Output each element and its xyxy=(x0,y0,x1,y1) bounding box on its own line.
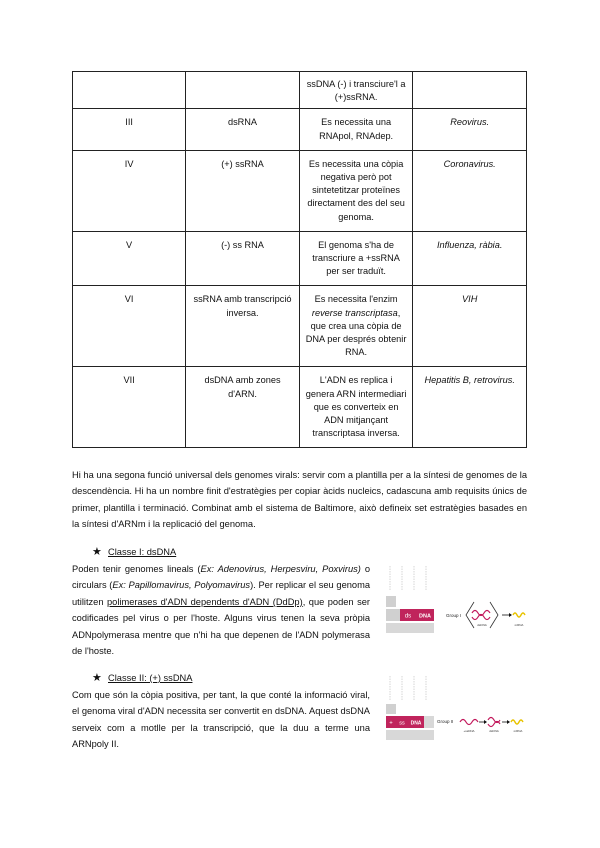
fig2-seg2: ss xyxy=(399,720,405,727)
cell-examples: Influenza, ràbia. xyxy=(413,231,527,286)
cell-examples: Coronavirus. xyxy=(413,150,527,231)
star-icon: ★ xyxy=(92,672,102,684)
cell-genome: dsDNA amb zones d'ARN. xyxy=(186,367,300,448)
intro-paragraph: Hi ha una segona funció universal dels genomes virals: servir com a plantilla per a la síntesi de genomes de la descendència. Hi ha un nombre finit d'estratègies per copiar àcids nucleics, cadascuna amb requisits únics de primer, plantilla i terminació. Combinat amb el sistema de Baltimore, això defineix set estratègies basades en la síntesi d'ARNm i la replicació del genoma. xyxy=(72,470,527,530)
group-i-diagram xyxy=(378,560,528,640)
cell-class: IV xyxy=(73,150,186,231)
cell-notes: Es necessita una RNApol, RNAdep. xyxy=(299,109,413,150)
cell-notes: Es necessita una còpia negativa però pot sintetetitzar proteïnes directament des del seu genoma. xyxy=(299,150,413,231)
cell-notes xyxy=(299,286,413,367)
baltimore-table xyxy=(72,71,527,448)
notes-italic: reverse transcriptasa xyxy=(311,307,398,318)
class2-paragraph: Com que són la còpia positiva, per tant, la que conté la informació viral, el genoma viral d'ADN necessita ser convertit en dsDNA. Aquest dsDNA serveix com a motlle per la transcripció, que la duu a terme una ARNpoly II. xyxy=(72,690,370,750)
class1-paragraph: Poden tenir genomes lineals (Ex: Adenovirus, Herpesviru, Poxvirus) o circulars (Ex: Papillomavirus, Polyomavirus). Per replicar el seu genoma utilitzen polimerases d'ADN dependents d'ADN (DdDp), que poden ser codificades pel virus o per l'hoste. Alguns virus tenen la seva pròpia ADNpolymerasa mentre que n'hi ha que depenen de l'ADN polymerasa de l'hoste. xyxy=(72,564,371,657)
fig1-left-label: dsDNA xyxy=(477,623,487,627)
fig1-seg2: DNA xyxy=(419,613,431,620)
notes-text: Es necessita l'enzim xyxy=(314,294,398,305)
cell-notes: El genoma s'ha de transcriure a +ssRNA per ser traduït. xyxy=(299,231,413,286)
cell-notes: ssDNA (-) i transciure'l a (+)ssRNA. xyxy=(299,72,413,109)
table-row xyxy=(73,286,527,367)
group-ii-diagram xyxy=(378,672,528,747)
notes-text: , que crea una còpia de DNA per després obtenir RNA. xyxy=(305,307,407,358)
cell-class: III xyxy=(73,109,186,150)
cell-genome: dsRNA xyxy=(186,109,300,150)
table-row xyxy=(73,109,527,150)
class1-heading-text: Classe I: dsDNA xyxy=(108,547,177,557)
fig1-right-label: mRNA xyxy=(514,623,524,627)
class1-heading xyxy=(92,545,176,558)
fig1-group-label: Group I xyxy=(446,613,462,618)
fig2-mid-label: dsDNA xyxy=(489,729,499,733)
class2-heading-text: Classe II: (+) ssDNA xyxy=(108,673,193,683)
class2-heading xyxy=(92,671,192,684)
cell-notes: L'ADN es replica i genera ARN intermediari que es converteix en ADN mitjançant transcriptasa inversa. xyxy=(299,367,413,448)
table-row xyxy=(73,367,527,448)
cell-examples: Reovirus. xyxy=(413,109,527,150)
cell-genome xyxy=(186,72,300,109)
fig2-seg3: DNA xyxy=(410,720,422,727)
table-row xyxy=(73,72,527,109)
cell-examples: VIH xyxy=(413,286,527,367)
table-row xyxy=(73,150,527,231)
table-row xyxy=(73,231,527,286)
cell-examples: Hepatitis B, retrovirus. xyxy=(413,367,527,448)
fig2-right-label: mRNA xyxy=(513,729,523,733)
cell-class: VII xyxy=(73,367,186,448)
cell-genome: (+) ssRNA xyxy=(186,150,300,231)
cell-examples xyxy=(413,72,527,109)
fig2-group-label: Group II xyxy=(437,719,454,724)
cell-class: VI xyxy=(73,286,186,367)
fig2-seg1: + xyxy=(389,720,393,727)
cell-genome: (-) ss RNA xyxy=(186,231,300,286)
cell-genome: ssRNA amb transcripció inversa. xyxy=(186,286,300,367)
fig2-left-label: +ssDNA xyxy=(463,729,475,733)
fig1-seg1: ds xyxy=(404,613,412,620)
cell-class: V xyxy=(73,231,186,286)
group-ii-svg xyxy=(378,672,528,747)
cell-class xyxy=(73,72,186,109)
star-icon: ★ xyxy=(92,546,102,558)
group-i-svg xyxy=(378,560,528,640)
